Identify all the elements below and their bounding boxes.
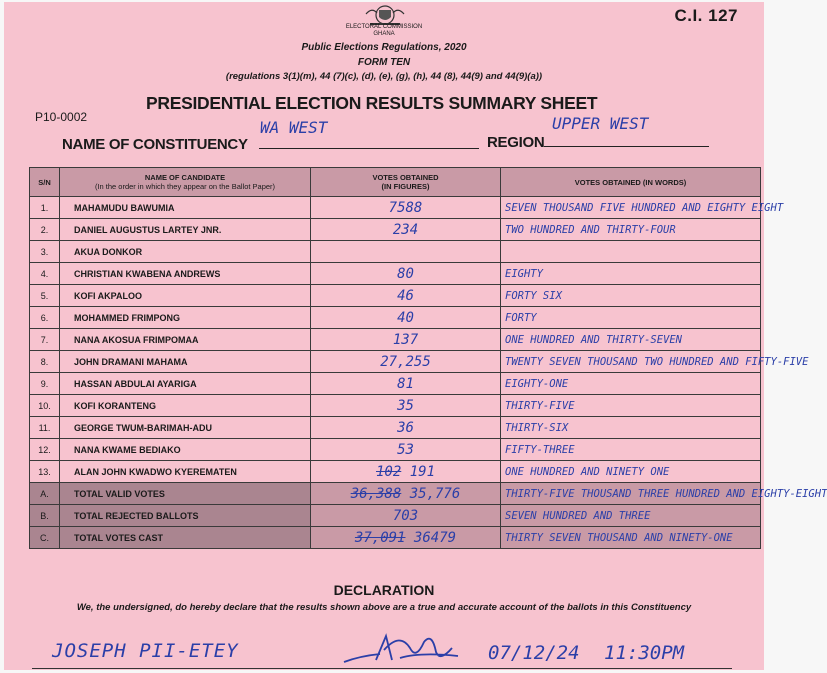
row-votes-words — [501, 241, 761, 263]
signature-mark — [340, 630, 462, 668]
row-sn: 12. — [30, 439, 60, 461]
total-row — [30, 505, 761, 527]
figure-value: 703 — [392, 507, 419, 524]
row-votes-words: EIGHTY-ONE — [501, 373, 761, 395]
struck-figure: 37,091 — [354, 529, 406, 546]
figure-value: 35,776 — [409, 485, 461, 502]
signature-time: 11:30PM — [604, 642, 685, 664]
row-sn: 6. — [30, 307, 60, 329]
row-candidate-name: TOTAL VALID VOTES — [60, 483, 311, 505]
row-sn: 9. — [30, 373, 60, 395]
row-votes-figures — [311, 461, 501, 483]
declaration-title: DECLARATION — [333, 582, 435, 598]
row-votes-words: ONE HUNDRED AND THIRTY-SEVEN — [501, 329, 761, 351]
region-value: UPPER WEST — [552, 114, 649, 133]
row-sn: 11. — [30, 417, 60, 439]
row-candidate-name: AKUA DONKOR — [60, 241, 311, 263]
constituency-value: WA WEST — [260, 118, 328, 137]
signature-date: 07/12/24 — [488, 642, 580, 664]
row-votes-words: THIRTY-FIVE — [501, 395, 761, 417]
table-row — [30, 329, 761, 351]
row-candidate-name: MOHAMMED FRIMPONG — [60, 307, 311, 329]
row-votes-figures — [311, 285, 501, 307]
ci-code: C.I. 127 — [674, 6, 738, 25]
row-votes-words: THIRTY SEVEN THOUSAND AND NINETY-ONE — [501, 527, 761, 549]
row-candidate-name: KOFI KORANTENG — [60, 395, 311, 417]
struck-figure: 102 — [375, 463, 402, 480]
table-row — [30, 373, 761, 395]
figure-value: 46 — [397, 287, 414, 304]
row-sn: B. — [30, 505, 60, 527]
figure-value: 27,255 — [380, 353, 431, 370]
row-votes-words: TWO HUNDRED AND THIRTY-FOUR — [501, 219, 761, 241]
row-candidate-name: NANA AKOSUA FRIMPOMAA — [60, 329, 311, 351]
row-sn: 5. — [30, 285, 60, 307]
row-votes-figures — [311, 351, 501, 373]
row-votes-words: EIGHTY — [501, 263, 761, 285]
constituency-line — [259, 148, 479, 149]
figure-value: 80 — [397, 265, 414, 282]
row-candidate-name: DANIEL AUGUSTUS LARTEY JNR. — [60, 219, 311, 241]
row-votes-words: ONE HUNDRED AND NINETY ONE — [501, 461, 761, 483]
row-votes-figures — [311, 197, 501, 219]
figure-value: 40 — [397, 309, 414, 326]
row-votes-figures — [311, 263, 501, 285]
form-name: FORM TEN — [357, 57, 411, 68]
row-candidate-name: TOTAL VOTES CAST — [60, 527, 311, 549]
figure-value: 36 — [397, 419, 414, 436]
table-row — [30, 263, 761, 285]
constituency-label: NAME OF CONSTITUENCY — [62, 136, 248, 153]
total-row — [30, 483, 761, 505]
table-row — [30, 417, 761, 439]
total-row — [30, 527, 761, 549]
row-candidate-name: GEORGE TWUM-BARIMAH-ADU — [60, 417, 311, 439]
row-votes-figures — [311, 527, 501, 549]
form-code: P10-0002 — [35, 110, 88, 124]
row-votes-words: SEVEN HUNDRED AND THREE — [501, 505, 761, 527]
regulations-title: Public Elections Regulations, 2020 — [301, 42, 467, 53]
row-votes-figures — [311, 241, 501, 263]
row-votes-figures — [311, 329, 501, 351]
struck-figure: 36,388 — [350, 485, 402, 502]
table-row — [30, 395, 761, 417]
row-sn: 13. — [30, 461, 60, 483]
figure-value: 53 — [397, 441, 414, 458]
row-candidate-name: ALAN JOHN KWADWO KYEREMATEN — [60, 461, 311, 483]
row-candidate-name: CHRISTIAN KWABENA ANDREWS — [60, 263, 311, 285]
row-votes-words: TWENTY SEVEN THOUSAND TWO HUNDRED AND FIFTY-FIVE — [501, 351, 761, 373]
table-header-row — [30, 168, 761, 197]
figure-value: 36479 — [413, 529, 457, 546]
sheet-title: PRESIDENTIAL ELECTION RESULTS SUMMARY SHEET — [146, 93, 598, 113]
row-votes-figures — [311, 307, 501, 329]
row-candidate-name: HASSAN ABDULAI AYARIGA — [60, 373, 311, 395]
region-label: REGION — [487, 134, 545, 151]
table-row — [30, 285, 761, 307]
header-figures: VOTES OBTAINED (IN FIGURES) — [311, 168, 501, 197]
table-row — [30, 307, 761, 329]
row-votes-words: FORTY — [501, 307, 761, 329]
signature-line — [32, 668, 732, 669]
table-row — [30, 351, 761, 373]
row-votes-figures — [311, 439, 501, 461]
header-words: VOTES OBTAINED (IN WORDS) — [501, 168, 761, 197]
figure-value: 191 — [409, 463, 436, 480]
row-votes-words: SEVEN THOUSAND FIVE HUNDRED AND EIGHTY EIGHT — [501, 197, 761, 219]
row-sn: 7. — [30, 329, 60, 351]
row-sn: 3. — [30, 241, 60, 263]
declaration-text: We, the undersigned, do hereby declare that the results shown above are a true and accurate account of the ballots in this Constituency — [76, 602, 692, 613]
row-sn: A. — [30, 483, 60, 505]
results-table — [29, 167, 827, 549]
header-candidate: NAME OF CANDIDATE (In the order in which they appear on the Ballot Paper) — [60, 168, 311, 197]
row-votes-figures — [311, 219, 501, 241]
row-sn: 4. — [30, 263, 60, 285]
coat-of-arms-icon — [362, 4, 408, 26]
row-candidate-name: MAHAMUDU BAWUMIA — [60, 197, 311, 219]
row-sn: 1. — [30, 197, 60, 219]
table-row — [30, 439, 761, 461]
row-sn: C. — [30, 527, 60, 549]
row-votes-words: FORTY SIX — [501, 285, 761, 307]
row-votes-figures — [311, 483, 501, 505]
row-votes-figures — [311, 417, 501, 439]
figure-value: 35 — [397, 397, 414, 414]
row-candidate-name: NANA KWAME BEDIAKO — [60, 439, 311, 461]
table-row — [30, 241, 761, 263]
row-votes-words: THIRTY-SIX — [501, 417, 761, 439]
figure-value: 137 — [392, 331, 419, 348]
row-sn: 8. — [30, 351, 60, 373]
commission-name: ELECTORAL COMMISSION GHANA — [345, 24, 423, 37]
region-line — [544, 146, 709, 147]
row-candidate-name: JOHN DRAMANI MAHAMA — [60, 351, 311, 373]
results-form — [4, 2, 827, 670]
row-candidate-name: KOFI AKPALOO — [60, 285, 311, 307]
signatory-name: JOSEPH PII-ETEY — [52, 640, 239, 662]
row-votes-figures — [311, 373, 501, 395]
row-votes-figures — [311, 505, 501, 527]
table-row — [30, 219, 761, 241]
row-votes-words: FIFTY-THREE — [501, 439, 761, 461]
header-sn: S/N — [30, 168, 60, 197]
row-votes-words: THIRTY-FIVE THOUSAND THREE HUNDRED AND EIGHTY-EIGHT — [501, 483, 761, 505]
regulations-reference: (regulations 3(1)(m), 44 (7)(c), (d), (e), (g), (h), 44 (8), 44(9) and 44(9)(a)) — [225, 71, 543, 82]
row-candidate-name: TOTAL REJECTED BALLOTS — [60, 505, 311, 527]
row-sn: 2. — [30, 219, 60, 241]
table-row — [30, 197, 761, 219]
row-sn: 10. — [30, 395, 60, 417]
figure-value: 81 — [397, 375, 414, 392]
row-votes-figures — [311, 395, 501, 417]
table-row — [30, 461, 761, 483]
figure-value: 234 — [392, 221, 419, 238]
figure-value: 7588 — [388, 199, 423, 216]
